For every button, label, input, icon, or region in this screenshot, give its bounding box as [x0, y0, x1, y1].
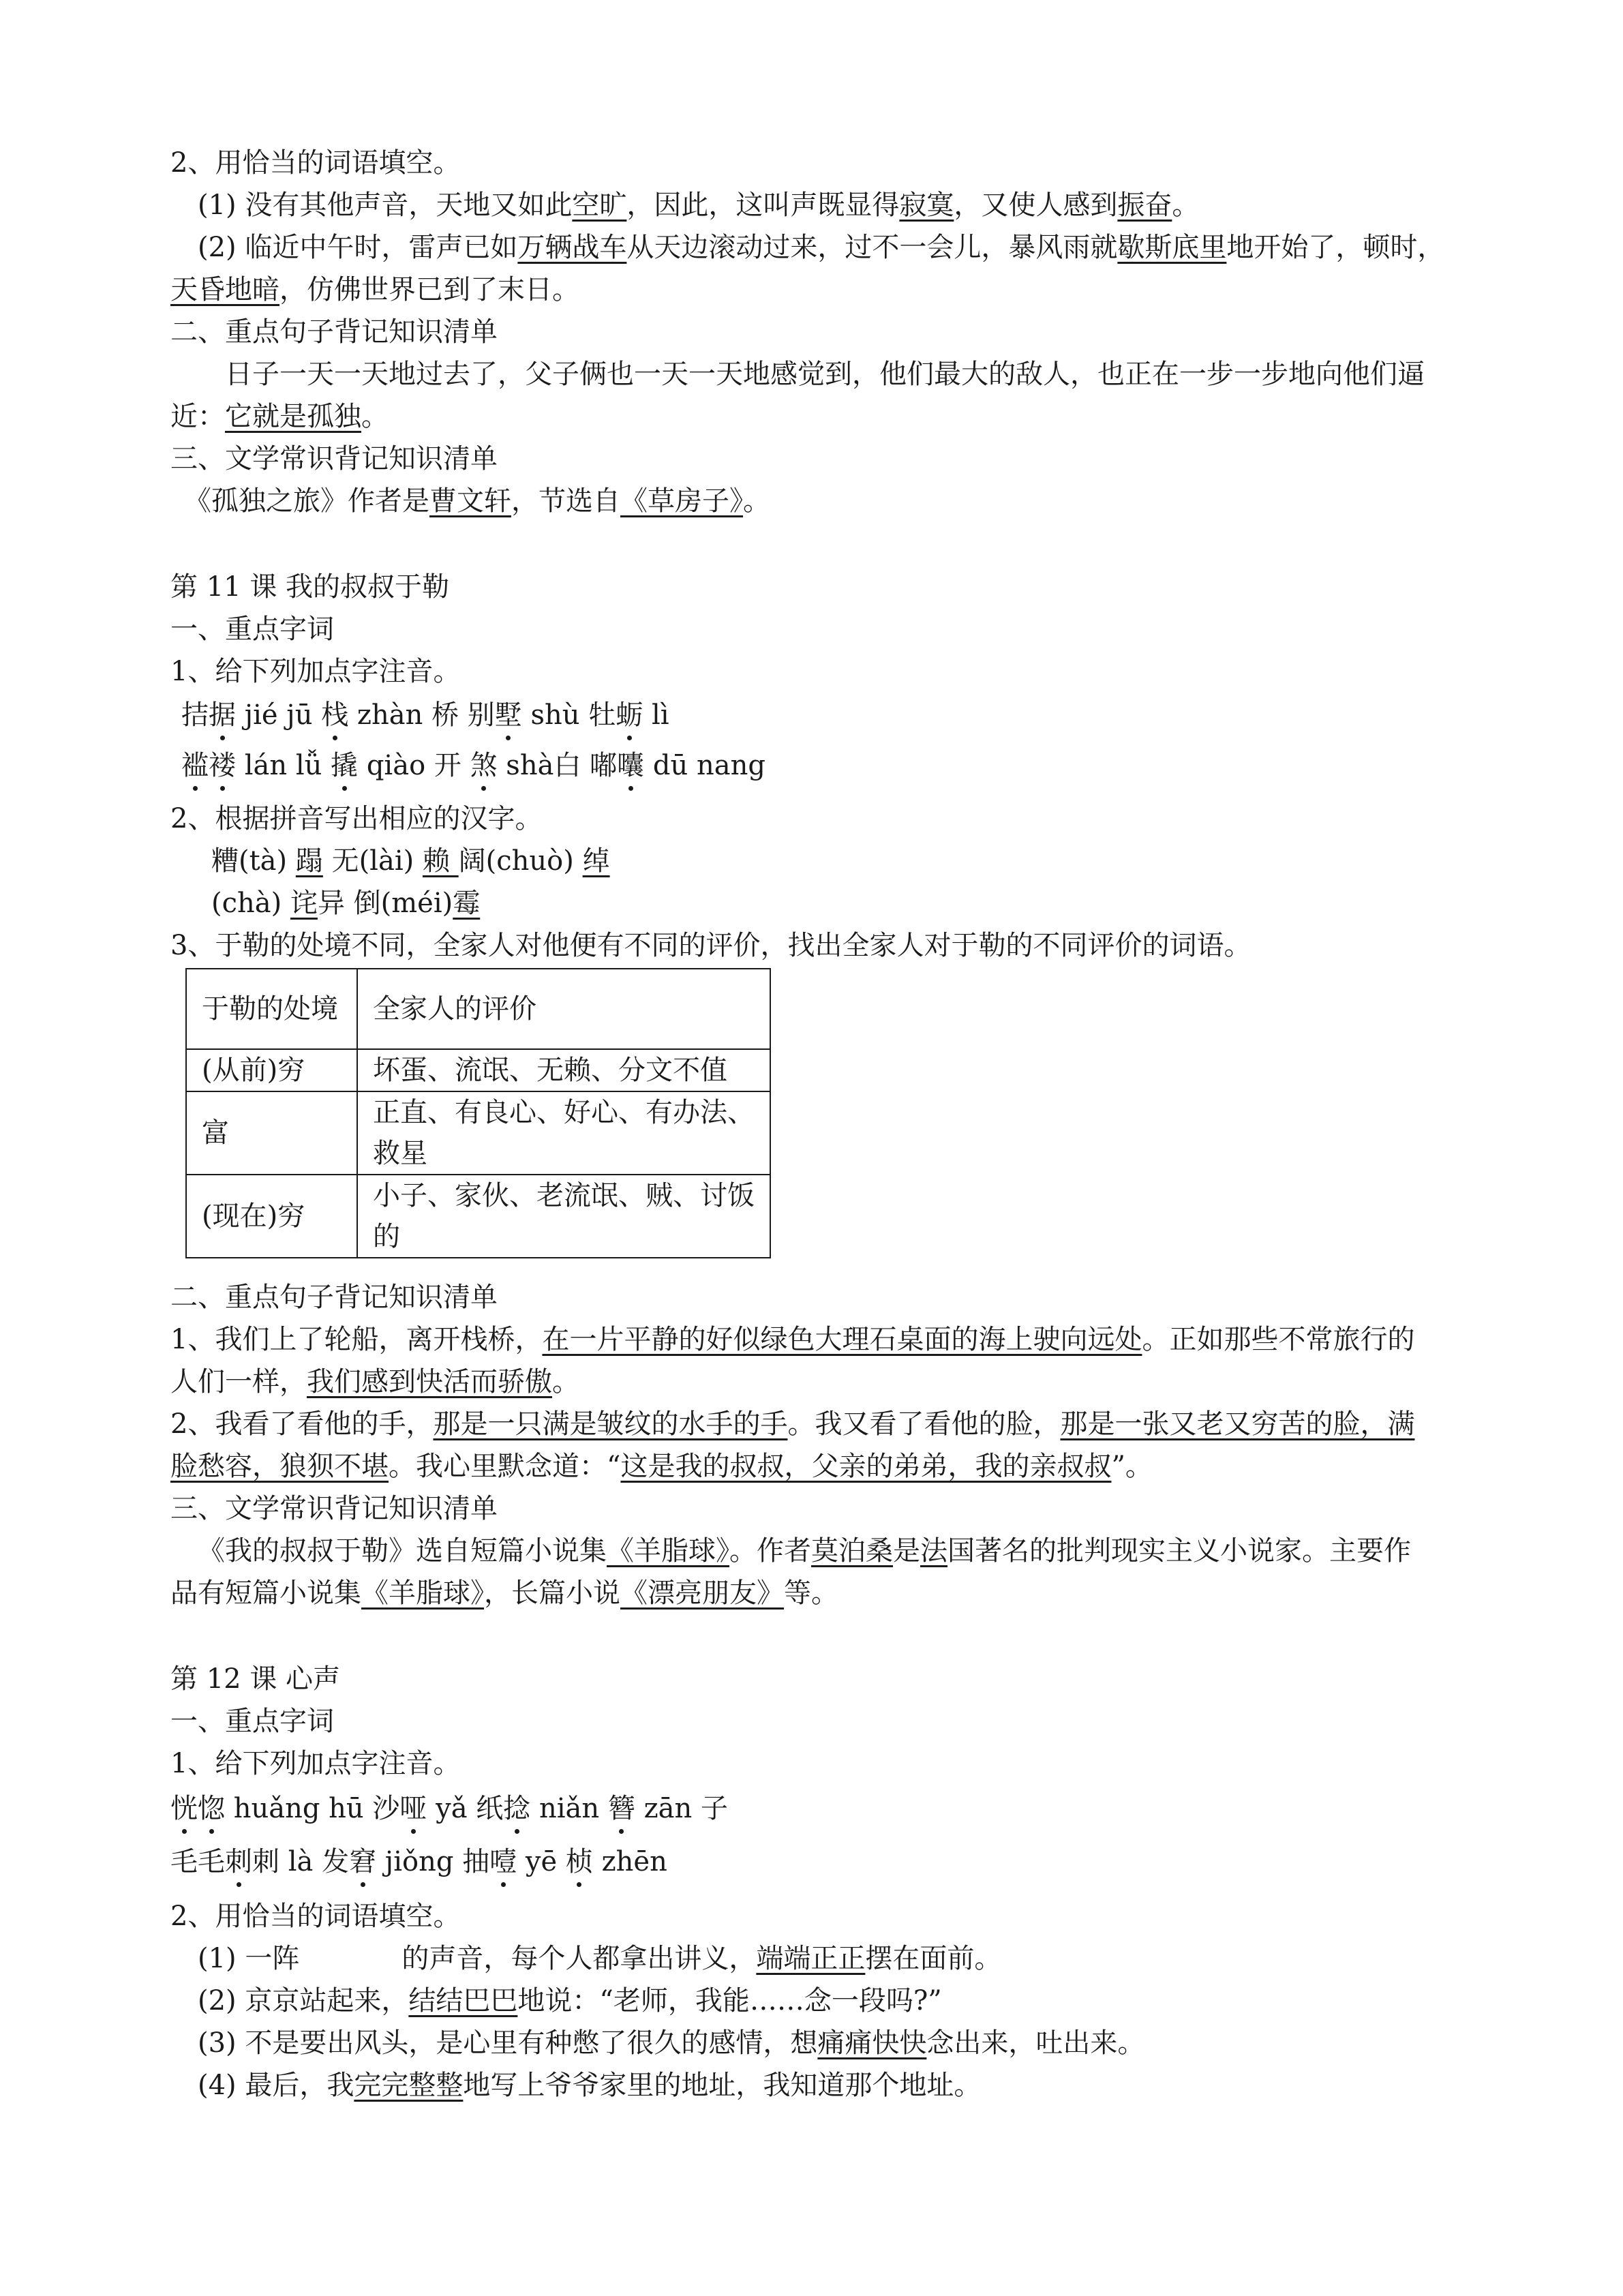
underlined-answer: 蹋: [295, 845, 323, 877]
text-line: [170, 1403, 1414, 1445]
text-segment: 。我又看了看他的脸，: [787, 1408, 1061, 1440]
dotted-char: 捻: [503, 1787, 530, 1830]
text-segment: 。: [743, 485, 770, 517]
underlined-answer: 那是一张又老又穷苦的脸，满: [1060, 1408, 1415, 1440]
text-segment: (1) 没有其他声音，天地又如此: [198, 190, 573, 221]
text-segment: 。: [361, 401, 389, 432]
text-segment: (4) 最后，我: [198, 2070, 354, 2101]
text-segment: 三、文学常识背记知识清单: [170, 443, 498, 474]
underlined-answer: 这是我的叔叔，父亲的弟弟，我的亲叔叔: [620, 1451, 1112, 1482]
text-segment: 三、文学常识背记知识清单: [170, 1493, 498, 1524]
underlined-answer: 绰: [582, 845, 610, 877]
text-segment: ，因此，这叫声既显得: [626, 190, 900, 221]
text-segment: 刺 là 发: [252, 1846, 350, 1877]
underlined-answer: 《草房子》: [620, 485, 743, 517]
text-segment: zhēn: [592, 1846, 667, 1877]
situation-cell: (从前)穷: [186, 1049, 357, 1091]
text-segment: 。我心里默念道：“: [389, 1451, 621, 1482]
text-segment: jiǒng 抽: [376, 1846, 490, 1877]
text-segment: 《孤独之旅》作者是: [184, 485, 429, 517]
text-line: [198, 1530, 1411, 1572]
text-line: [198, 1980, 942, 2022]
text-segment: 等。: [784, 1577, 838, 1609]
text-segment: 。: [552, 1366, 579, 1398]
text-segment: 2、根据拼音写出相应的汉字。: [170, 803, 543, 834]
text-line: [170, 1700, 334, 1742]
text-segment: 异 倒(méi): [317, 888, 453, 919]
text-line: [170, 1318, 1414, 1361]
underlined-answer: 端端正正: [756, 1943, 866, 1974]
underlined-answer: 天昏地暗: [170, 274, 279, 305]
table-row: [186, 1049, 770, 1091]
text-segment: 地开始了，顿时，: [1226, 232, 1445, 263]
text-segment: 拮: [181, 699, 209, 731]
text-line: [170, 566, 449, 608]
text-line: [170, 650, 460, 693]
dotted-char: 刺: [225, 1841, 252, 1883]
text-segment: 。作者: [729, 1535, 811, 1567]
text-segment: (chà): [211, 888, 290, 919]
text-segment: 地写上爷爷家里的地址，我知道那个地址。: [463, 2070, 982, 2101]
text-segment: 。正如那些不常旅行的: [1142, 1324, 1415, 1355]
table-row: [186, 1175, 770, 1258]
dotted-char: 簪: [608, 1787, 635, 1830]
text-segment: 1、给下列加点字注音。: [170, 1748, 461, 1779]
text-line: [198, 226, 1444, 269]
text-line: [211, 882, 480, 924]
dotted-char: 囔: [617, 744, 644, 787]
text-segment: 是: [893, 1535, 920, 1567]
table-row: [186, 1091, 770, 1175]
text-line: [198, 2064, 981, 2106]
underlined-answer: 莫泊桑: [811, 1535, 893, 1567]
underlined-answer: 痛痛快快: [817, 2027, 927, 2059]
underlined-answer: 在一片平静的好似绿色大理石桌面的海上驶向远处: [542, 1324, 1142, 1355]
underlined-answer: 霉: [453, 888, 481, 919]
text-segment: 2、我看了看他的手，: [170, 1408, 434, 1440]
dotted-char: 桢: [566, 1841, 593, 1883]
text-segment: 日子一天一天地过去了，父子俩也一天一天地感觉到，他们最大的敌人，也正在一步一步地向他们逼: [225, 359, 1425, 390]
text-segment: 一、重点字词: [170, 1706, 334, 1737]
text-segment: zhàn 桥 别: [348, 699, 495, 731]
underlined-answer: 振奋: [1117, 190, 1172, 221]
text-segment: (2) 京京站起来，: [198, 1985, 409, 2016]
text-line: [170, 1445, 1153, 1487]
text-line: [181, 694, 669, 736]
underlined-answer: 曹文轩: [429, 485, 511, 517]
text-line: [184, 480, 770, 522]
text-segment: 地说：“老师，我能……念一段吗?”: [517, 1985, 942, 2016]
underlined-answer: 《漂亮朋友》: [620, 1577, 784, 1609]
underlined-answer: 空旷: [572, 190, 627, 221]
text-segment: lán lǚ: [236, 750, 331, 781]
text-segment: 无(lài): [322, 845, 423, 877]
text-segment: 二、重点句子背记知识清单: [170, 316, 498, 348]
text-segment: 1、我们上了轮船，离开栈桥，: [170, 1324, 543, 1355]
text-line: [170, 142, 460, 184]
text-line: [170, 1487, 498, 1530]
text-segment: 的声音，每个人都拿出讲义，: [401, 1943, 757, 1974]
text-line: [198, 1937, 1001, 1980]
underlined-answer: 《羊脂球》: [607, 1535, 729, 1567]
text-line: [170, 1895, 460, 1937]
underlined-answer: 那是一只满是皱纹的水手的手: [433, 1408, 788, 1440]
text-segment: 第 11 课 我的叔叔于勒: [170, 571, 450, 603]
text-segment: yē: [517, 1846, 566, 1877]
text-line: [225, 353, 1425, 395]
dotted-char: 煞: [470, 744, 498, 787]
text-line: [170, 269, 579, 311]
text-segment: 第 12 课 心声: [170, 1663, 341, 1695]
table-header-row: [186, 969, 770, 1049]
text-segment: 一、重点字词: [170, 614, 334, 645]
text-line: [170, 1742, 460, 1785]
text-segment: ”。: [1111, 1451, 1153, 1482]
situation-cell: (现在)穷: [186, 1175, 357, 1258]
text-segment: (2) 临近中午时，雷声已如: [198, 232, 518, 263]
underlined-answer: 诧: [290, 888, 318, 919]
dotted-char: 噎: [489, 1841, 517, 1883]
underlined-answer: 我们感到快活而骄傲: [307, 1366, 552, 1398]
text-segment: 1、给下列加点字注音。: [170, 656, 461, 687]
text-segment: 2、用恰当的词语填空。: [170, 1901, 461, 1932]
text-line: [170, 1658, 340, 1700]
text-line: [170, 395, 389, 438]
dotted-char: 恍: [170, 1787, 198, 1830]
text-segment: 近：: [170, 401, 225, 432]
text-line: [211, 840, 610, 882]
text-segment: dū nang: [644, 750, 765, 781]
text-segment: ，又使人感到: [954, 190, 1118, 221]
dotted-char: 墅: [495, 694, 522, 736]
underlined-answer: 结结巴巴: [408, 1985, 518, 2016]
text-segment: shà白 嘟: [497, 750, 618, 781]
text-segment: 国著名的批判现实主义小说家。主要作: [947, 1535, 1411, 1567]
text-segment: shù 牡: [521, 699, 616, 731]
dotted-char: 哑: [399, 1787, 427, 1830]
text-segment: (3) 不是要出风头，是心里有种憋了很久的感情，想: [198, 2027, 818, 2059]
underlined-answer: 脸愁容，狼狈不堪: [170, 1451, 389, 1482]
underlined-answer: 歇斯底里: [1117, 232, 1227, 263]
text-line: [170, 1361, 579, 1403]
text-segment: ，长篇小说: [484, 1577, 620, 1609]
text-segment: 人们一样，: [170, 1366, 307, 1398]
text-segment: jié jū: [236, 699, 322, 731]
text-segment: 糟(tà): [211, 845, 296, 877]
text-segment: (1) 一阵: [198, 1943, 300, 1974]
underlined-answer: 《羊脂球》: [361, 1577, 484, 1609]
text-segment: 3、于勒的处境不同，全家人对他便有不同的评价，找出全家人对于勒的不同评价的词语。: [170, 930, 1252, 961]
text-segment: ，节选自: [511, 485, 620, 517]
underlined-answer: 完完整整: [354, 2070, 464, 2101]
text-line: [170, 1787, 728, 1830]
text-line: [170, 311, 498, 353]
text-segment: 品有短篇小说集: [170, 1577, 361, 1609]
text-segment: 。: [1172, 190, 1200, 221]
text-line: [170, 438, 498, 480]
underlined-answer: 它就是孤独: [225, 401, 361, 432]
text-segment: zān 子: [635, 1793, 728, 1824]
text-segment: 2、用恰当的词语填空。: [170, 147, 461, 179]
evaluation-cell: 全家人的评价: [357, 969, 770, 1049]
situation-cell: 富: [186, 1091, 357, 1175]
text-segment: 阔(chuò): [458, 845, 583, 877]
evaluation-cell: 坏蛋、流氓、无赖、分文不值: [357, 1049, 770, 1091]
dotted-char: 褴: [181, 744, 209, 787]
dotted-char: 褛: [209, 744, 236, 787]
text-line: [198, 2022, 1144, 2064]
dotted-char: 惚: [198, 1787, 225, 1830]
text-line: [170, 798, 542, 840]
underlined-answer: 寂寞: [899, 190, 954, 221]
dotted-char: 窘: [349, 1841, 376, 1883]
text-segment: huǎng hū 沙: [225, 1793, 400, 1824]
text-line: [170, 608, 334, 650]
text-segment: 摆在面前。: [865, 1943, 1002, 1974]
situation-cell: 于勒的处境: [186, 969, 357, 1049]
text-line: [170, 924, 1251, 967]
evaluation-cell: 正直、有良心、好心、有办法、救星: [357, 1091, 770, 1175]
evaluation-cell: 小子、家伙、老流氓、贼、讨饭的: [357, 1175, 770, 1258]
text-line: [181, 744, 765, 787]
underlined-answer: 万辆战车: [517, 232, 627, 263]
text-segment: 《我的叔叔于勒》选自短篇小说集: [198, 1535, 607, 1567]
text-segment: ，仿佛世界已到了末日。: [279, 274, 579, 305]
dotted-char: 撬: [331, 744, 358, 787]
text-segment: lì: [643, 699, 669, 731]
dotted-char: 蛎: [616, 694, 643, 736]
text-segment: 二、重点句子背记知识清单: [170, 1282, 498, 1313]
underlined-answer: 法: [920, 1535, 947, 1567]
text-segment: 念出来，吐出来。: [926, 2027, 1145, 2059]
text-segment: yǎ 纸: [427, 1793, 504, 1824]
text-line: [170, 1572, 838, 1614]
dotted-char: 栈: [321, 694, 348, 736]
text-segment: qiào 开: [358, 750, 470, 781]
text-line: [170, 1841, 667, 1883]
text-line: [198, 184, 1199, 226]
dotted-char: 据: [209, 694, 236, 736]
text-segment: niǎn: [530, 1793, 608, 1824]
text-segment: 毛毛: [170, 1846, 225, 1877]
text-segment: 从天边滚动过来，过不一会儿，暴风雨就: [626, 232, 1118, 263]
underlined-answer: 赖: [422, 845, 459, 877]
text-line: [170, 1276, 498, 1318]
evaluation-table: [185, 968, 771, 1258]
